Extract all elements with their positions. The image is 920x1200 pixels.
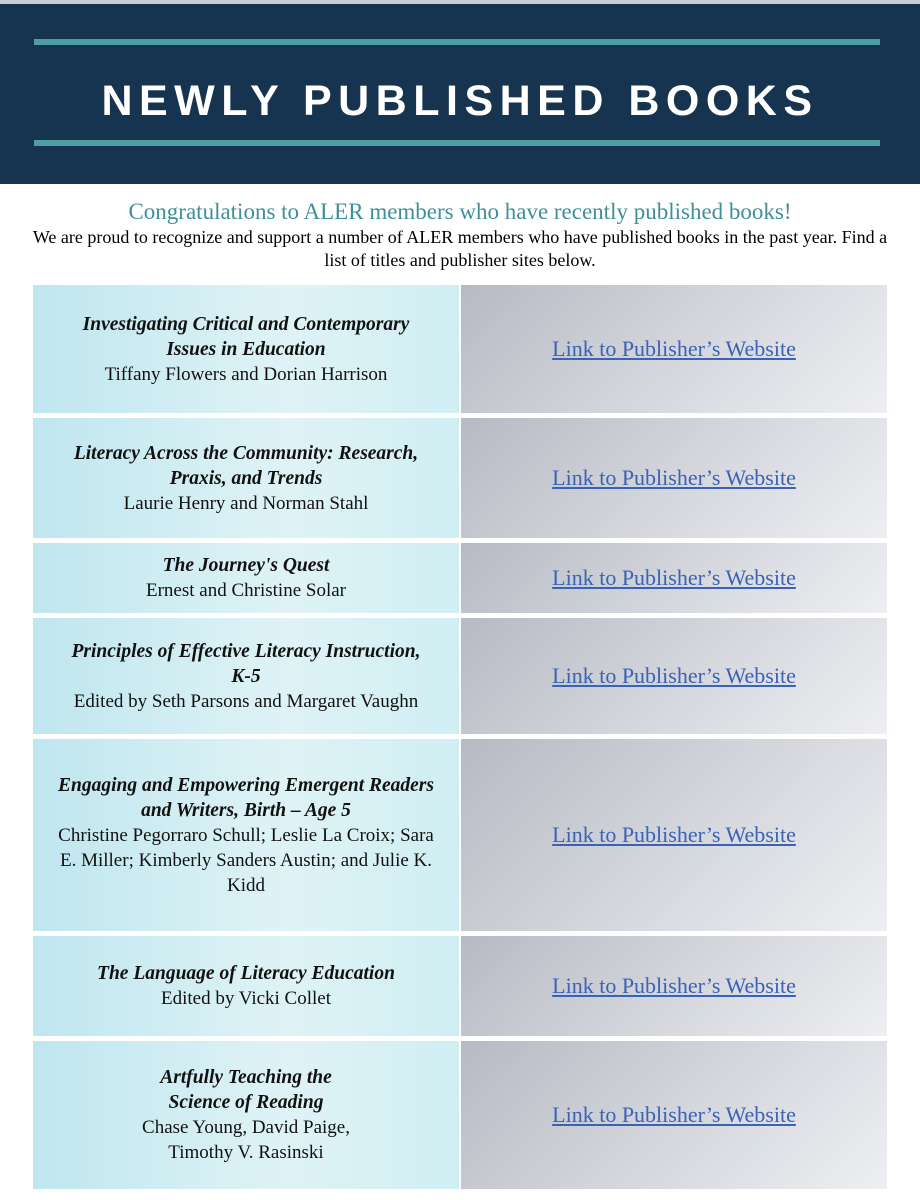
book-authors: Ernest and Christine Solar [146,580,346,601]
book-authors: Edited by Seth Parsons and Margaret Vaughn [73,690,419,712]
publisher-link-cell [461,285,887,413]
publisher-link[interactable]: Link to Publisher’s Website [552,973,796,998]
book-row [33,618,887,739]
book-info-cell [33,739,459,931]
book-title: Investigating Critical and Contemporary Issues in Education [82,313,410,360]
publisher-link[interactable]: Link to Publisher’s Website [552,663,796,688]
book-authors: Christine Pegorraro Schull; Leslie La Croix; Sara E. Miller; Kimberly Sanders Austin; and Julie K. Kidd [58,824,434,896]
book-info-cell [33,936,459,1036]
book-row [33,543,887,618]
book-info-cell [33,618,459,734]
book-info-cell [33,543,459,613]
publisher-link-cell [461,936,887,1036]
intro-section [0,198,920,272]
banner-rule-top [34,39,880,45]
publisher-link[interactable]: Link to Publisher’s Website [552,336,796,361]
publisher-link[interactable]: Link to Publisher’s Website [552,465,796,490]
congrats-heading: Congratulations to ALER members who have recently published books! [128,199,792,224]
book-authors: Laurie Henry and Norman Stahl [123,492,369,514]
publisher-link-cell [461,1041,887,1189]
book-authors: Chase Young, David Paige, Timothy V. Rasinski [142,1117,350,1163]
publisher-link-cell [461,418,887,538]
book-title: Principles of Effective Literacy Instruction, K-5 [71,640,421,687]
publisher-link-cell [461,543,887,613]
header-banner [0,4,920,184]
book-info-cell [33,285,459,413]
intro-text: We are proud to recognize and support a number of ALER members who have published books in the past year. Find a list of titles and publisher sites below. [32,227,888,270]
publisher-link-cell [461,739,887,931]
publisher-link[interactable]: Link to Publisher’s Website [552,565,796,590]
book-authors: Tiffany Flowers and Dorian Harrison [104,363,388,385]
book-title: Literacy Across the Community: Research, Praxis, and Trends [73,442,419,489]
book-authors: Edited by Vicki Collet [160,988,332,1009]
book-title: The Language of Literacy Education [97,963,395,984]
publisher-link[interactable]: Link to Publisher’s Website [552,822,796,847]
book-info-cell [33,418,459,538]
book-row [33,739,887,936]
book-title: The Journey's Quest [162,555,330,576]
banner-rule-bottom [34,140,880,146]
book-title: Artfully Teaching the Science of Reading [160,1067,332,1113]
book-row [33,285,887,418]
book-row [33,418,887,543]
books-table [33,285,887,1189]
publisher-link-cell [461,618,887,734]
book-info-cell [33,1041,459,1189]
publisher-link[interactable]: Link to Publisher’s Website [552,1102,796,1127]
book-row [33,936,887,1041]
page-title: NEWLY PUBLISHED BOOKS [101,77,819,125]
book-title: Engaging and Empowering Emergent Readers and Writers, Birth – Age 5 [58,774,434,821]
book-row [33,1041,887,1189]
